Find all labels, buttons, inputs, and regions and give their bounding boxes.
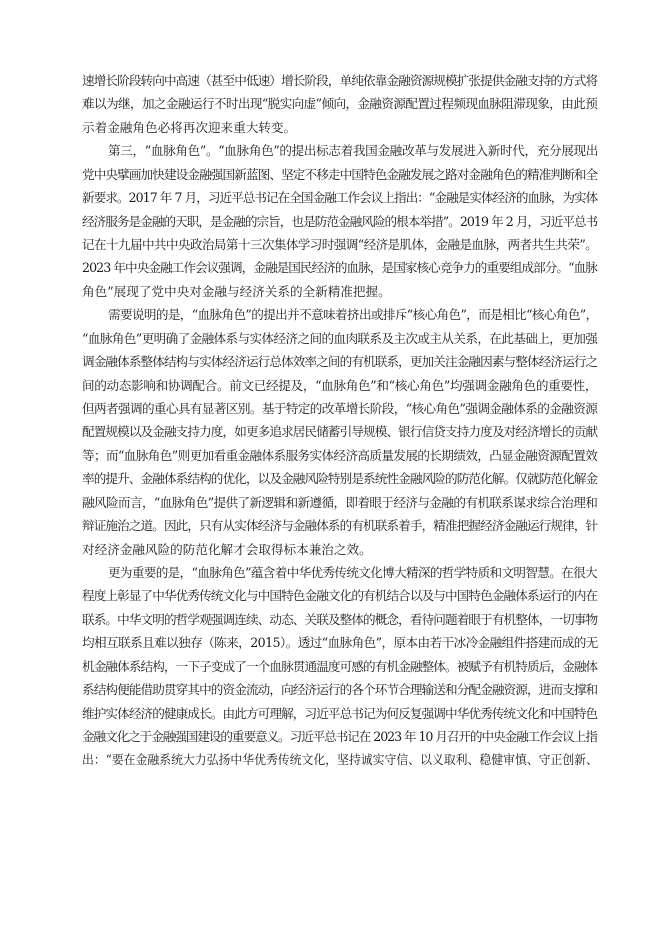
text-line: 示着金融角色必将再次迎来重大转变。 [82, 119, 297, 135]
text-line: 党中央擘画加快建设金融强国新蓝图、坚定不移走中国特色金融发展之路对金融角色的精准判断和全 [82, 166, 598, 182]
text-line: 金融文化之于金融强国建设的重要意义。习近平总书记在 2023 年 10 月召开的中央金融工作会议上指 [82, 729, 597, 745]
text-line: 机金融体系结构，一下子变成了一个血脉贯通温度可感的有机金融整体。被赋予有机特质后，金融体 [82, 658, 598, 674]
text-line: “血脉角色”更明确了金融体系与实体经济之间的血肉联系及主次或主从关系，在此基础上，更加强 [82, 330, 598, 346]
text-line: 程度上彰显了中华优秀传统文化与中国特色金融文化的有机结合以及与中国特色金融体系运行的内在 [82, 588, 598, 604]
text-line: 经济服务是金融的天职，是金融的宗旨，也是防范金融风险的根本举措”。2019 年 2 月，习近平总书 [82, 213, 598, 229]
text-line: 融风险而言，“血脉角色”提供了新逻辑和新遵循，即着眼于经济与金融的有机联系谋求综合治理和 [82, 494, 598, 510]
text-line: 速增长阶段转向中高速（甚至中低速）增长阶段，单纯依靠金融资源规模扩张提供金融支持的方式将 [82, 73, 598, 88]
text-line: 第三，“血脉角色”。“血脉角色”的提出标志着我国金融改革与发展进入新时代，充分展现出 [108, 143, 598, 159]
text-line: 维护实体经济的健康成长。由此方可理解，习近平总书记为何反复强调中华优秀传统文化和中国特色 [82, 705, 598, 721]
text-line: 对经济金融风险的防范化解才会取得标本兼治之效。 [82, 541, 372, 557]
text-line: 出：“要在金融系统大力弘扬中华优秀传统文化，坚持诚实守信、以义取利、稳健审慎、守正创新、 [82, 752, 598, 768]
text-line: 新要求。2017 年 7 月，习近平总书记在全国金融工作会议上指出：“金融是实体经济的血脉，为实体 [82, 190, 598, 206]
text-line: 辩证施治之道。因此，只有从实体经济与金融体系的有机联系着手，精准把握经济金融运行规律，针 [82, 518, 598, 534]
text-line: 更为重要的是，“血脉角色”蕴含着中华优秀传统文化博大精深的哲学特质和文明智慧。在很大 [108, 565, 597, 581]
text-line: 系结构便能借助贯穿其中的资金流动，向经济运行的各个环节合理输送和分配金融资源，进而支撑和 [82, 682, 598, 698]
text-line: 联系。中华文明的哲学观强调连续、动态、关联及整体的概念，看待问题着眼于有机整体，一切事物 [82, 611, 598, 627]
text-line: 但两者强调的重心具有显著区别。基于特定的改革增长阶段，“核心角色”强调金融体系的金融资源 [82, 401, 598, 417]
text-line: 难以为继，加之金融运行不时出现“脱实向虚”倾向，金融资源配置过程频现血脉阻滞现象，由此预 [82, 96, 598, 112]
text-line: 均相互联系且难以独存（陈来，2015）。透过“血脉角色”，原本由若干冰冷金融组件搭建而成的无 [82, 635, 598, 651]
text-line: 记在十九届中共中央政治局第十三次集体学习时强调“经济是肌体，金融是血脉，两者共生共荣”。 [82, 237, 598, 252]
text-line: 率的提升、金融体系结构的优化，以及金融风险特别是系统性金融风险的防范化解。仅就防范化解金 [82, 471, 598, 487]
text-line: 配置规模以及金融支持力度，如更多追求居民储蓄引导规模、银行信贷支持力度及对经济增长的贡献 [82, 424, 598, 440]
text-line: 调金融体系整体结构与实体经济运行总体效率之间的有机联系，更加关注金融因素与整体经济运行之 [82, 354, 598, 370]
text-line: 间的动态影响和协调配合。前文已经提及，“血脉角色”和“核心角色”均强调金融角色的重要性， [82, 377, 598, 393]
text-line: 需要说明的是，“血脉角色”的提出并不意味着挤出或排斥“核心角色”，而是相比“核心角色”， [108, 307, 598, 323]
text-line: 2023 年中央金融工作会议强调，金融是国民经济的血脉，是国家核心竞争力的重要组成部分。“血脉 [82, 260, 597, 276]
text-line: 等；而“血脉角色”则更加看重金融体系服务实体经济高质量发展的长期绩效，凸显金融资源配置效 [82, 447, 598, 463]
text-line: 角色”展现了党中央对金融与经济关系的全新精准把握。 [82, 283, 391, 299]
